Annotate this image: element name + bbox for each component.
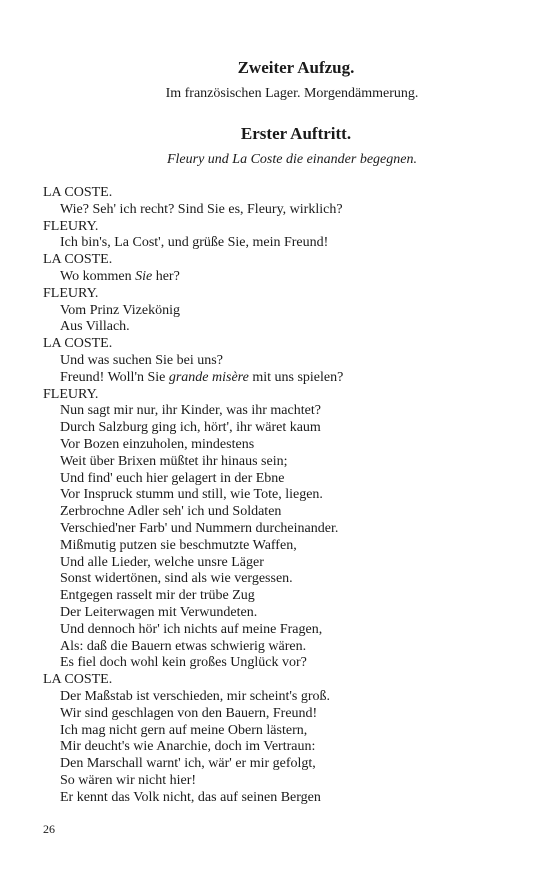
line-text: Als: daß die Bauern etwas schwierig wären. <box>60 638 307 654</box>
line-text: Wie? Seh' ich recht? Sind Sie es, Fleury, wirklich? <box>60 201 343 217</box>
verse-line <box>43 420 523 437</box>
line-text: Wo kommen <box>60 268 136 284</box>
verse-line <box>43 538 523 555</box>
stage-direction: Fleury und La Coste die einander begegnen. <box>166 152 417 167</box>
line-text: FLEURY. <box>43 285 99 301</box>
line-text: Wir sind geschlagen von den Bauern, Freund! <box>60 705 318 721</box>
verse-line <box>43 454 523 471</box>
verse-line <box>43 790 523 807</box>
line-text: her? <box>152 268 180 284</box>
line-text: Mir deucht's wie Anarchie, doch im Vertraun: <box>60 739 316 755</box>
verse-line <box>43 521 523 538</box>
verse-line <box>43 706 523 723</box>
dialogue-text <box>43 185 523 806</box>
line-text: mit uns spielen? <box>248 369 344 385</box>
line-text: Sonst widertönen, sind als wie vergessen. <box>60 571 293 587</box>
line-text: Und find' euch hier gelagert in der Ebne <box>60 470 285 486</box>
speaker-name <box>43 286 523 303</box>
verse-line <box>43 319 523 336</box>
line-text: Durch Salzburg ging ich, hört', ihr wäret kaum <box>60 420 321 436</box>
verse-line <box>43 471 523 488</box>
line-text: Er kennt das Volk nicht, das auf seinen Bergen <box>60 789 321 805</box>
line-text: Zerbrochne Adler seh' ich und Soldaten <box>60 504 282 520</box>
line-text: Vor Bozen einzuholen, mindestens <box>60 436 255 452</box>
line-text: LA COSTE. <box>43 336 113 352</box>
speaker-name <box>43 219 523 236</box>
verse-line <box>43 555 523 572</box>
verse-line <box>43 655 523 672</box>
line-text: LA COSTE. <box>43 185 113 200</box>
verse-line <box>43 639 523 656</box>
verse-line <box>43 370 523 387</box>
verse-line <box>43 269 523 286</box>
emphasis-text: Sie <box>135 268 153 284</box>
line-text: Und was suchen Sie bei uns? <box>60 352 223 368</box>
line-text: Aus Villach. <box>60 319 130 335</box>
line-text: Entgegen rasselt mir der trübe Zug <box>60 588 255 604</box>
line-text: Verschied'ner Farb' und Nummern durcheinander. <box>60 520 339 536</box>
act-heading: Zweiter Aufzug. <box>237 58 355 77</box>
line-text: Der Maßstab ist verschieden, mir scheint's groß. <box>60 688 331 704</box>
line-text: Der Leiterwagen mit Verwundeten. <box>60 604 258 620</box>
verse-line <box>43 588 523 605</box>
line-text: Den Marschall warnt' ich, wär' er mir gefolgt, <box>60 756 316 772</box>
speaker-name <box>43 672 523 689</box>
speaker-name <box>43 336 523 353</box>
verse-line <box>43 605 523 622</box>
emphasis-text: grande misère <box>168 369 249 385</box>
line-text: LA COSTE. <box>43 252 113 268</box>
line-text: FLEURY. <box>43 386 99 402</box>
page-number: 26 <box>43 822 55 836</box>
verse-line <box>43 504 523 521</box>
verse-line <box>43 739 523 756</box>
scene-heading: Erster Auftritt. <box>240 124 352 143</box>
line-text: Vom Prinz Vizekönig <box>60 302 180 318</box>
verse-line <box>43 756 523 773</box>
line-text: LA COSTE. <box>43 672 113 688</box>
verse-line <box>43 437 523 454</box>
verse-line <box>43 353 523 370</box>
line-text: Nun sagt mir nur, ihr Kinder, was ihr machtet? <box>60 403 321 419</box>
verse-line <box>43 723 523 740</box>
line-text: Weit über Brixen müßtet ihr hinaus sein; <box>60 453 288 469</box>
verse-line <box>43 303 523 320</box>
line-text: Ich mag nicht gern auf meine Obern lästern, <box>60 722 308 738</box>
speaker-name <box>43 252 523 269</box>
act-setting: Im französischen Lager. Morgendämmerung. <box>165 86 419 101</box>
verse-line <box>43 487 523 504</box>
line-text: FLEURY. <box>43 218 99 234</box>
verse-line <box>43 202 523 219</box>
verse-line <box>43 403 523 420</box>
verse-line <box>43 773 523 790</box>
line-text: Freund! Woll'n Sie <box>60 369 169 385</box>
line-text: Und dennoch hör' ich nichts auf meine Fragen, <box>60 621 323 637</box>
line-text: So wären wir nicht hier! <box>60 772 197 788</box>
speaker-name <box>43 185 523 202</box>
line-text: Und alle Lieder, welche unsre Läger <box>60 554 264 570</box>
line-text: Mißmutig putzen sie beschmutzte Waffen, <box>60 537 297 553</box>
line-text: Ich bin's, La Cost', und grüße Sie, mein Freund! <box>60 235 329 251</box>
verse-line <box>43 622 523 639</box>
verse-line <box>43 235 523 252</box>
verse-line <box>43 689 523 706</box>
speaker-name <box>43 387 523 404</box>
line-text: Es fiel doch wohl kein großes Unglück vor? <box>60 655 307 671</box>
verse-line <box>43 571 523 588</box>
line-text: Vor Inspruck stumm und still, wie Tote, liegen. <box>60 487 323 503</box>
